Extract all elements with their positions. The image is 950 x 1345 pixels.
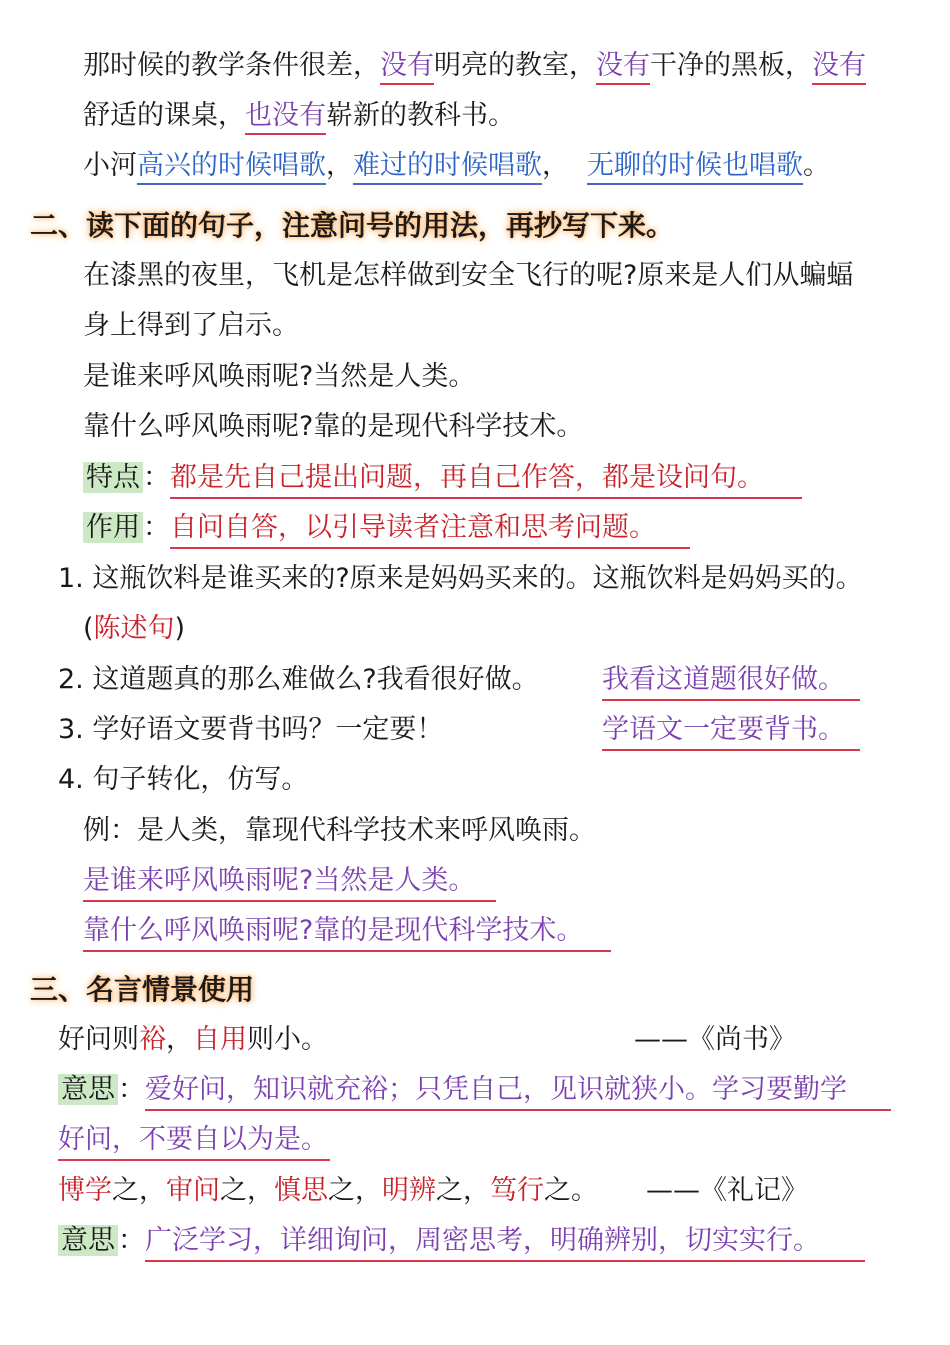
use-answer: 自问自答，以引导读者注意和思考问题。 bbox=[170, 509, 690, 549]
question-3-answer bbox=[602, 710, 860, 750]
colon: ： bbox=[143, 512, 170, 543]
quote-2-source: ——《礼记》 bbox=[646, 1175, 808, 1206]
s1-line-3 bbox=[83, 146, 830, 186]
key-word: 审问 bbox=[166, 1175, 220, 1206]
text: 好问则 bbox=[58, 1024, 139, 1055]
meaning-text: 好问，不要自以为是。 bbox=[58, 1121, 330, 1161]
s1-line-2 bbox=[83, 96, 515, 136]
answer-text: 学语文一定要背书。 bbox=[602, 711, 860, 751]
feature-answer: 都是先自己提出问题，再自己作答，都是设问句。 bbox=[170, 459, 802, 499]
meaning-tag: 意思 bbox=[58, 1225, 118, 1256]
feature-tag: 特点 bbox=[83, 462, 143, 493]
text: 之， bbox=[220, 1175, 274, 1206]
question-1: 1. 这瓶饮料是谁买来的?原来是妈妈买来的。这瓶饮料是妈妈买的。 bbox=[58, 563, 863, 594]
keyword: 没有 bbox=[596, 50, 650, 85]
meaning-text: 爱好问，知识就充裕；只凭自己，见识就狭小。学习要勤学 bbox=[145, 1071, 891, 1111]
meaning-1-row bbox=[58, 1070, 891, 1110]
text: 则小。 bbox=[247, 1024, 328, 1055]
question-4: 4. 句子转化，仿写。 bbox=[58, 764, 309, 795]
quote-2 bbox=[58, 1171, 598, 1211]
phrase: 高兴的时候唱歌 bbox=[137, 150, 326, 185]
answer-text: 我看这道题很好做。 bbox=[602, 661, 860, 701]
period: 。 bbox=[803, 150, 830, 181]
keyword: 没有 bbox=[812, 50, 866, 85]
section-3-heading: 三、名言情景使用 bbox=[30, 973, 255, 1006]
phrase: 难过的时候唱歌 bbox=[353, 150, 542, 185]
text: 干净的黑板， bbox=[650, 50, 812, 81]
s2-sentence-2: 是谁来呼风唤雨呢?当然是人类。 bbox=[83, 361, 476, 392]
quote-1-source: ——《尚书》 bbox=[634, 1024, 796, 1055]
text: 小河 bbox=[83, 150, 137, 181]
meaning-text: 广泛学习，详细询问，周密思考，明确辨别，切实实行。 bbox=[145, 1222, 865, 1262]
paren: ( bbox=[83, 613, 94, 644]
colon: ： bbox=[143, 462, 170, 493]
section-2-heading: 二、读下面的句子，注意问号的用法，再抄写下来。 bbox=[30, 209, 675, 242]
text: 明亮的教室， bbox=[434, 50, 596, 81]
key-word: 慎思 bbox=[274, 1175, 328, 1206]
colon: ： bbox=[118, 1074, 145, 1105]
text: 那时候的教学条件很差， bbox=[83, 50, 380, 81]
key-word: 自用 bbox=[193, 1024, 247, 1055]
use-tag: 作用 bbox=[83, 512, 143, 543]
text: 之， bbox=[328, 1175, 382, 1206]
key-word: 笃行 bbox=[490, 1175, 544, 1206]
comma: ， bbox=[326, 150, 353, 181]
answer-text: 是谁来呼风唤雨呢?当然是人类。 bbox=[83, 862, 496, 902]
question-3: 3. 学好语文要背书吗？一定要！ bbox=[58, 714, 444, 745]
text: ， bbox=[166, 1024, 193, 1055]
s2-sentence-3: 靠什么呼风唤雨呢?靠的是现代科学技术。 bbox=[83, 411, 584, 442]
s1-line-1 bbox=[83, 46, 866, 86]
paren: ) bbox=[174, 613, 186, 644]
colon: ： bbox=[118, 1225, 145, 1256]
quote-1 bbox=[58, 1020, 328, 1060]
phrase: 无聊的时候也唱歌 bbox=[587, 150, 803, 185]
question-1-answer bbox=[83, 609, 185, 649]
keyword: 也没有 bbox=[245, 100, 326, 135]
meaning-tag: 意思 bbox=[58, 1074, 118, 1105]
comma: ， bbox=[542, 150, 569, 181]
rewrite-answer-1 bbox=[83, 861, 496, 901]
text: 之， bbox=[112, 1175, 166, 1206]
key-word: 裕 bbox=[139, 1024, 166, 1055]
answer-text: 靠什么呼风唤雨呢?靠的是现代科学技术。 bbox=[83, 912, 611, 952]
s2-sentence-1b: 身上得到了启示。 bbox=[83, 310, 299, 341]
feature-row bbox=[83, 458, 802, 498]
use-row bbox=[83, 508, 690, 548]
example: 例：是人类，靠现代科学技术来呼风唤雨。 bbox=[83, 815, 596, 846]
meaning-1-row-2 bbox=[58, 1120, 330, 1160]
rewrite-answer-2 bbox=[83, 911, 611, 951]
answer-text: 陈述句 bbox=[93, 613, 175, 644]
text: 舒适的课桌， bbox=[83, 100, 245, 131]
text: 崭新的教科书。 bbox=[326, 100, 515, 131]
text: 之， bbox=[436, 1175, 490, 1206]
keyword: 没有 bbox=[380, 50, 434, 85]
question-2-answer bbox=[602, 660, 860, 700]
s2-sentence-1a: 在漆黑的夜里，飞机是怎样做到安全飞行的呢?原来是人们从蝙蝠 bbox=[83, 260, 854, 291]
question-2: 2. 这道题真的那么难做么?我看很好做。 bbox=[58, 664, 539, 695]
text: 之。 bbox=[544, 1175, 598, 1206]
key-word: 明辨 bbox=[382, 1175, 436, 1206]
key-word: 博学 bbox=[58, 1175, 112, 1206]
meaning-2-row bbox=[58, 1221, 865, 1261]
